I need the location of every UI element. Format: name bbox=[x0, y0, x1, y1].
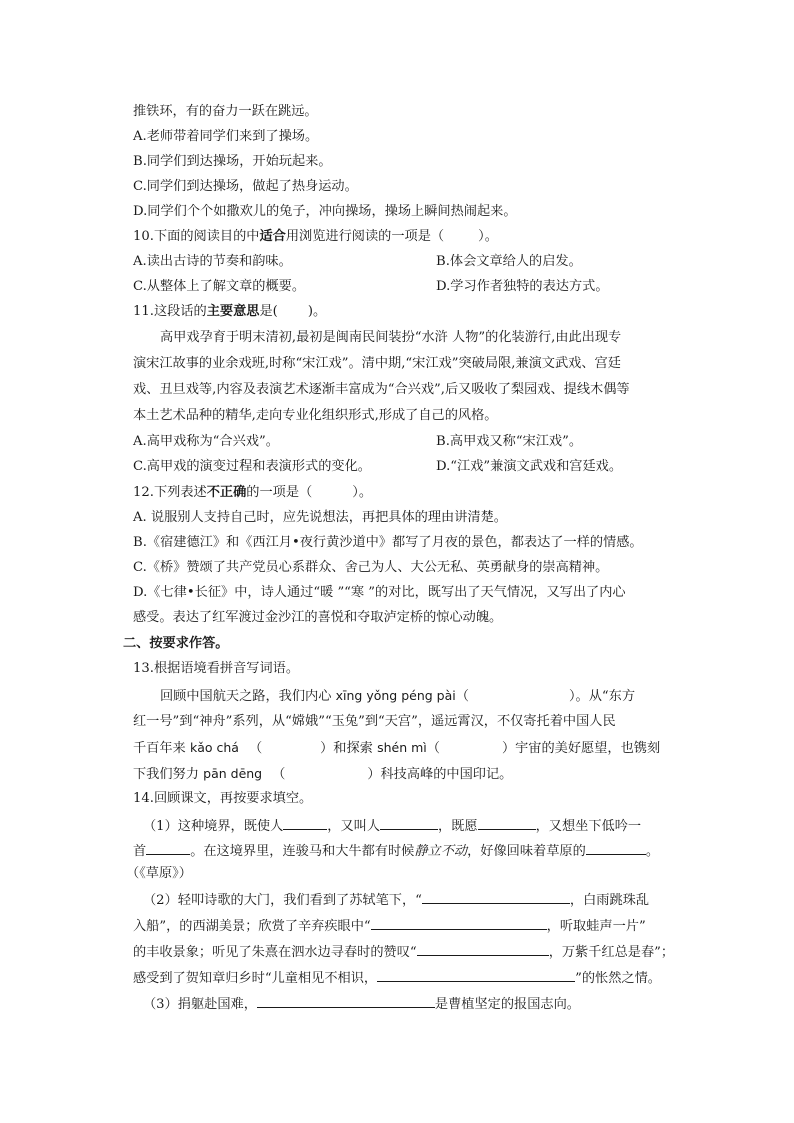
q14-part2-line-3: 的丰收景象；听见了朱熹在泗水边寻春时的赞叹“ ，万紫千红总是春”； bbox=[133, 945, 675, 960]
q11-passage-line: 本土艺术品种的精华,走向专业化组织形式,形成了自己的风格。 bbox=[133, 408, 498, 423]
emphasis-text: 静立不动 bbox=[414, 844, 468, 859]
q11-passage-line: 演宋江故事的业余戏班,时称“宋江戏”。清中期,“宋江戏”突破局限,兼演文武戏、宫廷 bbox=[133, 356, 621, 371]
q14-part2-line-2: 入船”，的西湖美景；欣赏了辛弃疾眼中“ ，听取蛙声一片” bbox=[133, 919, 646, 934]
q14-part1-line-1: （1）这种境界，既使人 ，又叫人 ，既愿 ，又想坐下低吟一 bbox=[143, 819, 642, 834]
q12-keyword: 不正确 bbox=[206, 485, 247, 500]
q14-part1-line-2: 首 。在这境界里，连骏马和大牛都有时候静立不动，好像回味着草原的 。 bbox=[133, 844, 659, 859]
fill-blank[interactable] bbox=[478, 817, 536, 830]
q10-option-c: C.从整体上了解文章的概要。 bbox=[133, 279, 306, 294]
fill-blank[interactable] bbox=[283, 817, 327, 830]
fill-blank[interactable] bbox=[422, 891, 570, 904]
q14-part2-line-1: （2）轻叩诗歌的大门，我们看到了苏轼笔下，“ ，白雨跳珠乱 bbox=[143, 893, 650, 908]
q9-option-b: B.同学们到达操场，开始玩起来。 bbox=[133, 154, 332, 169]
q9-option-d: D.同学们个个如撒欢儿的兔子，冲向操场，操场上瞬间热闹起来。 bbox=[133, 204, 517, 219]
q14-part3-line: （3）捐躯赴国难， 是曹植坚定的报国志向。 bbox=[143, 997, 580, 1012]
q10-keyword: 适合 bbox=[259, 229, 286, 244]
q11-question: 11.这段话的主要意思是( )。 bbox=[133, 304, 327, 319]
q10-question: 10.下面的阅读目的中适合用浏览进行阅读的一项是（ ）。 bbox=[133, 229, 498, 244]
q11-passage-line: 戏、丑旦戏等,内容及表演艺术逐渐丰富成为“合兴戏”,后又吸收了梨园戏、提线木偶等 bbox=[133, 382, 630, 397]
q12-option-c: C.《桥》赞颂了共产党员心系群众、舍己为人、大公无私、英勇献身的崇高精神。 bbox=[133, 560, 609, 575]
q12-option-a: A. 说服别人支持自己时，应先说想法，再把具体的理由讲清楚。 bbox=[133, 510, 507, 525]
q10-option-d: D.学习作者独特的表达方式。 bbox=[436, 279, 609, 294]
fill-blank[interactable] bbox=[377, 969, 575, 982]
q9-option-a: A.老师带着同学们来到了操场。 bbox=[133, 129, 319, 144]
pinyin-prompt: kǎo chá bbox=[189, 740, 239, 755]
q9-tail-text: 推铁环，有的奋力一跃在跳远。 bbox=[133, 104, 318, 119]
q13-line-1: 回顾中国航天之路，我们内心 xīng yǒng péng pài（ ）。从“东方 bbox=[160, 688, 636, 704]
q10-option-a: A.读出古诗的节奏和韵味。 bbox=[133, 254, 292, 269]
q11-option-a: A.高甲戏称为“合兴戏”。 bbox=[133, 434, 279, 449]
q11-option-c: C.高甲戏的演变过程和表演形式的变化。 bbox=[133, 459, 371, 474]
q13-line-2: 红一号”到“神舟”系列，从“嫦娥”“玉兔”到“天宫”，遥远霄汉，不仅寄托着中国人民 bbox=[133, 714, 616, 729]
q12-option-b: B.《宿建德江》和《西江月•夜行黄沙道中》都写了月夜的景色，都表达了一样的情感。 bbox=[133, 535, 643, 550]
fill-blank[interactable] bbox=[417, 943, 549, 956]
pinyin-prompt: shén mì bbox=[377, 740, 427, 755]
q13-title: 13.根据语境看拼音写词语。 bbox=[133, 661, 300, 676]
q11-keyword: 主要意思 bbox=[206, 304, 260, 319]
section-heading: 二、按要求作答。 bbox=[123, 636, 229, 651]
fill-blank[interactable] bbox=[257, 995, 435, 1008]
fill-blank[interactable] bbox=[371, 917, 547, 930]
fill-blank[interactable] bbox=[586, 842, 646, 855]
q12-question: 12.下列表述不正确的一项是（ ）。 bbox=[133, 485, 373, 500]
q11-option-d: D.“江戏”兼演文武戏和宫廷戏。 bbox=[436, 459, 623, 474]
q12-option-d: D.《七律•长征》中，诗人通过“暖 ”“寒 ”的对比，既写出了天气情况，又写出了内心 bbox=[133, 585, 626, 600]
q9-option-c: C.同学们到达操场，做起了热身运动。 bbox=[133, 179, 358, 194]
pinyin-prompt: xīng yǒng péng pài bbox=[335, 688, 456, 703]
fill-blank[interactable] bbox=[380, 817, 438, 830]
q12-option-d-cont: 感受。表达了红军渡过金沙江的喜悦和夺取泸定桥的惊心动魄。 bbox=[133, 610, 503, 625]
pinyin-prompt: pān dēng bbox=[203, 766, 263, 781]
q11-passage-line: 高甲戏孕育于明末清初,最初是闽南民间装扮“水浒 人物”的化装游行,由此出现专 bbox=[160, 330, 622, 345]
fill-blank[interactable] bbox=[146, 842, 190, 855]
q10-option-b: B.体会文章给人的启发。 bbox=[436, 254, 582, 269]
q14-part1-source: （《草原》） bbox=[126, 866, 192, 881]
q13-line-3: 千百年来 kǎo chá （ ）和探索 shén mì（ ）宇宙的美好愿望，也镌刻 bbox=[133, 740, 661, 756]
q13-line-4: 下我们努力 pān dēng （ ）科技高峰的中国印记。 bbox=[133, 766, 513, 782]
q11-option-b: B.高甲戏又称“宋江戏”。 bbox=[436, 434, 583, 449]
q14-title: 14.回顾课文，再按要求填空。 bbox=[133, 791, 313, 806]
q14-part2-line-4: 感受到了贺知章归乡时“儿童相见不相识， ”的怅然之情。 bbox=[133, 971, 661, 986]
